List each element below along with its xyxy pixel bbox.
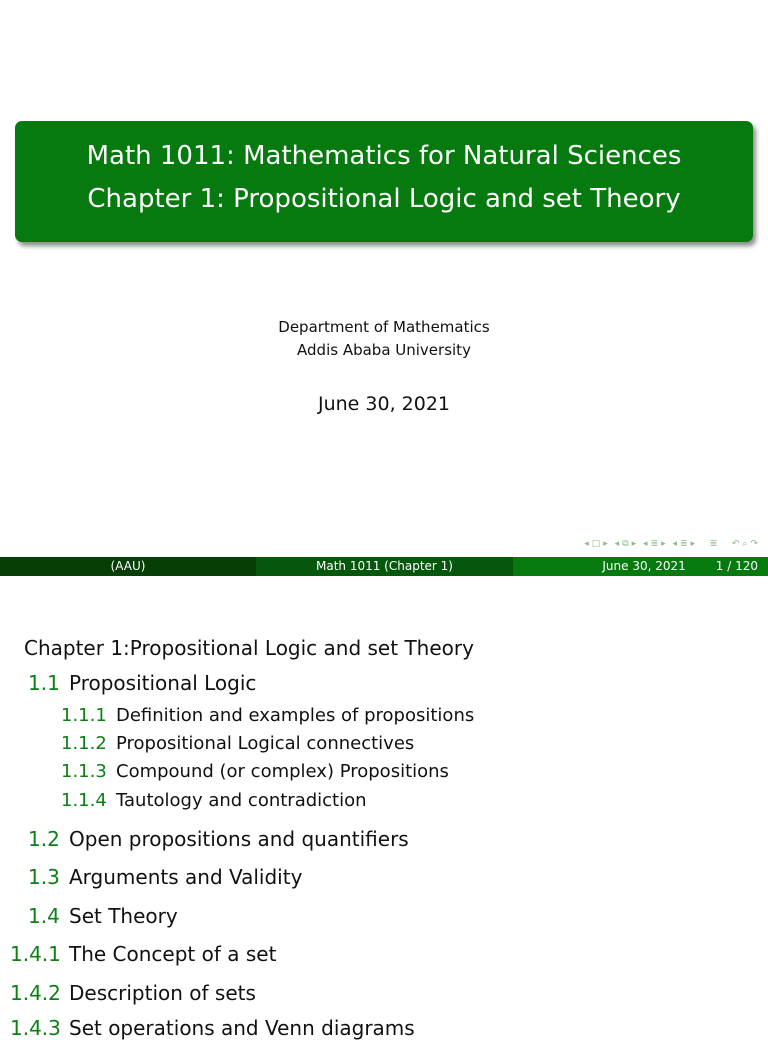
footer-short-title: Math 1011 (Chapter 1) — [256, 557, 513, 576]
nav-section-icon[interactable]: ≣ — [680, 539, 689, 549]
nav-back-icon[interactable]: ↶ — [731, 539, 741, 549]
nav-search-icon[interactable]: ⌕ — [742, 539, 749, 549]
toc-number: 1.3 — [28, 865, 60, 889]
toc-label: Set operations and Venn diagrams — [69, 1016, 415, 1040]
toc-item[interactable] — [28, 827, 409, 851]
institute-department: Department of Mathematics — [278, 318, 490, 336]
nav-prev-icon[interactable]: ◂ — [672, 539, 679, 549]
title-block — [15, 121, 753, 242]
toc-item[interactable] — [61, 790, 367, 811]
footer-date: June 30, 2021 — [602, 559, 686, 573]
footer-page-number: 1 / 120 — [715, 559, 758, 573]
nav-section-icon[interactable]: ≣ — [650, 539, 660, 549]
nav-next-icon[interactable]: ▸ — [603, 539, 609, 549]
toc-label: Propositional Logic — [69, 671, 257, 695]
toc-number: 1.1.3 — [61, 761, 107, 782]
institute-university: Addis Ababa University — [297, 341, 471, 359]
toc-item[interactable] — [61, 733, 414, 754]
nav-frame-icon[interactable]: □ — [591, 539, 602, 549]
toc-label: Arguments and Validity — [69, 865, 303, 889]
nav-next-icon[interactable]: ▸ — [661, 539, 667, 549]
toc-item[interactable] — [61, 761, 449, 782]
nav-forward-icon[interactable]: ↷ — [750, 539, 759, 549]
toc-number: 1.1.4 — [61, 790, 107, 811]
toc-number: 1.4.1 — [10, 942, 61, 966]
toc-number: 1.4.2 — [10, 981, 61, 1005]
footer-right — [513, 557, 768, 576]
toc-number: 1.1 — [28, 671, 60, 695]
toc-number: 1.4 — [28, 904, 60, 928]
navigation-symbols[interactable] — [583, 539, 760, 549]
presentation-subtitle: Chapter 1: Propositional Logic and set Theory — [87, 184, 681, 214]
presentation-date: June 30, 2021 — [317, 393, 451, 415]
toc-item[interactable] — [28, 865, 302, 889]
toc-item[interactable] — [10, 942, 276, 966]
toc-label: Definition and examples of propositions — [116, 705, 475, 726]
toc-item[interactable] — [61, 705, 474, 726]
toc-label: Tautology and contradiction — [116, 790, 367, 811]
slide-footer — [0, 557, 768, 576]
toc-number: 1.1.2 — [61, 733, 107, 754]
toc-label: Propositional Logical connectives — [116, 733, 415, 754]
footer-author: (AAU) — [0, 557, 256, 576]
toc-item[interactable] — [28, 671, 256, 695]
toc-item[interactable] — [10, 981, 256, 1005]
outline-slide — [0, 576, 768, 1040]
toc-number: 1.2 — [28, 827, 60, 851]
nav-next-icon[interactable]: ▸ — [631, 539, 638, 549]
toc-chapter[interactable]: Chapter 1:Propositional Logic and set Theory — [24, 636, 474, 660]
nav-prev-icon[interactable]: ◂ — [584, 539, 590, 549]
toc-number: 1.4.3 — [10, 1016, 61, 1040]
nav-prev-icon[interactable]: ◂ — [643, 539, 649, 549]
toc-label: The Concept of a set — [69, 942, 277, 966]
nav-subsection-icon[interactable]: ⧉ — [622, 539, 630, 549]
toc-item[interactable] — [28, 904, 178, 928]
nav-prev-icon[interactable]: ◂ — [614, 539, 621, 549]
toc-number: 1.1.1 — [61, 705, 107, 726]
toc-label: Open propositions and quantifiers — [69, 827, 409, 851]
toc-label: Description of sets — [69, 981, 256, 1005]
nav-next-icon[interactable]: ▸ — [690, 539, 697, 549]
nav-document-icon[interactable]: ≣ — [709, 539, 719, 549]
toc-label: Set Theory — [69, 904, 178, 928]
toc-item[interactable] — [10, 1016, 415, 1040]
toc-label: Compound (or complex) Propositions — [116, 761, 449, 782]
presentation-title: Math 1011: Mathematics for Natural Sciences — [86, 141, 682, 171]
